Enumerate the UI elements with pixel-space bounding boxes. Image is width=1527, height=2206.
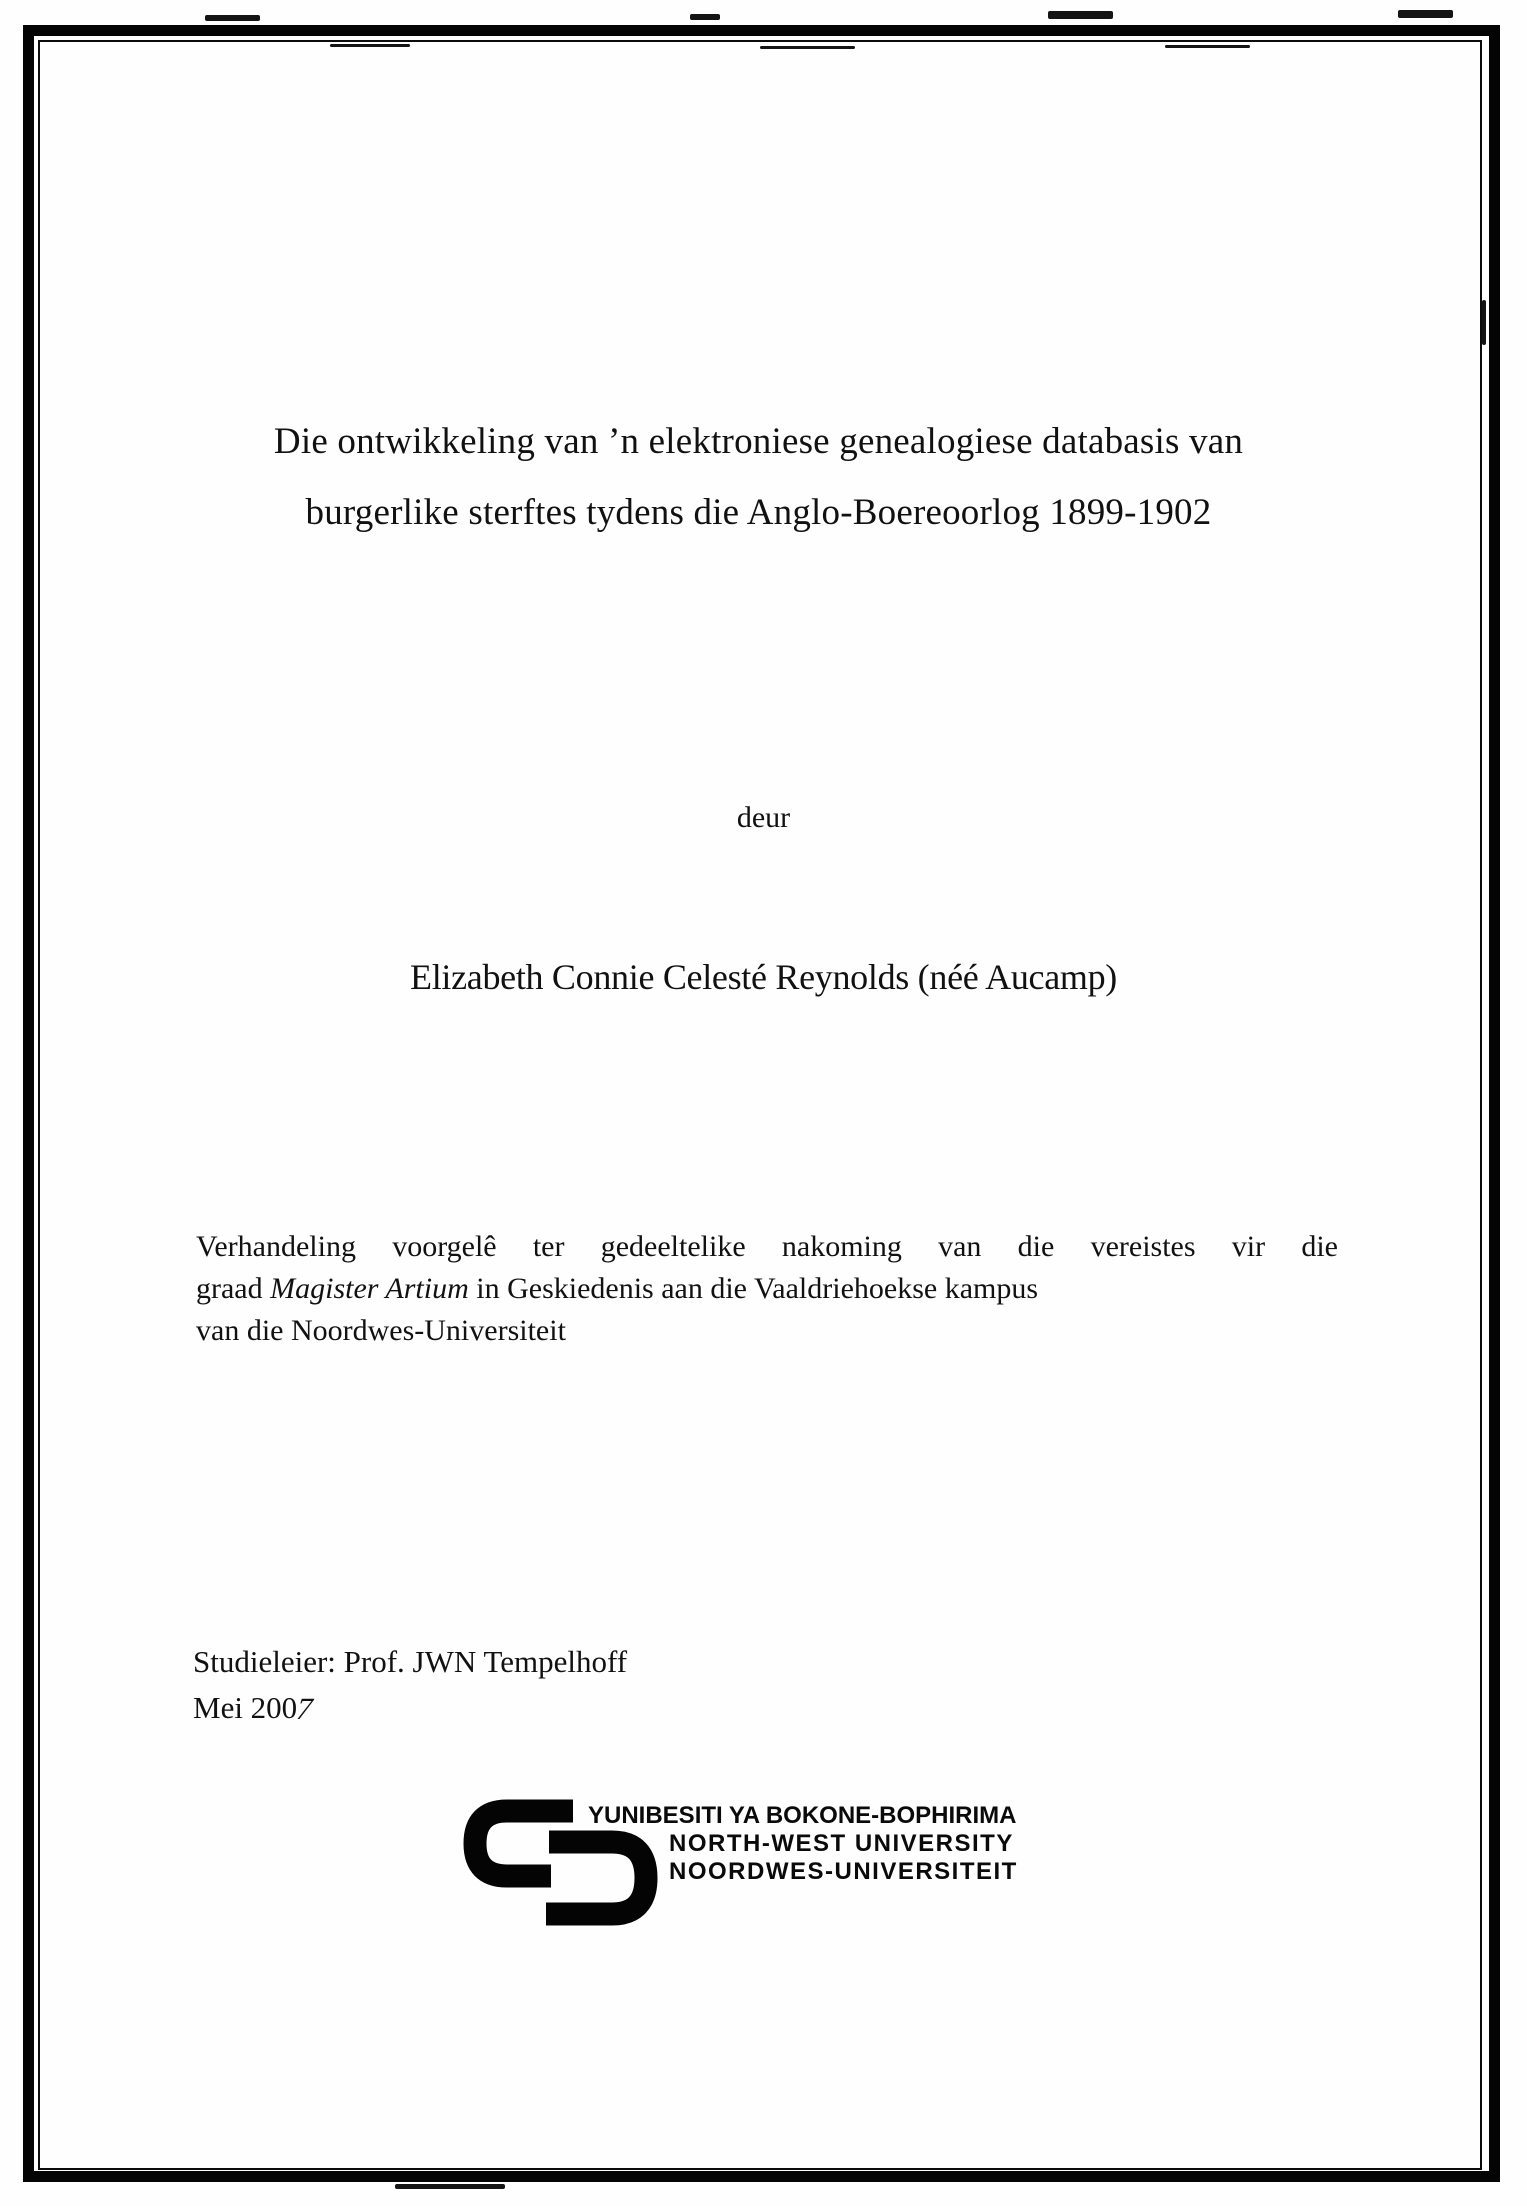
university-logo — [455, 1796, 1095, 1936]
university-logo-text — [588, 1802, 1018, 1886]
degree-statement-line1: Verhandeling voorgelê ter gedeeltelike nakoming van die vereistes vir die — [196, 1230, 1338, 1263]
degree-name-italic: Magister Artium — [270, 1272, 469, 1305]
degree-statement-line3: van die Noordwes-Universiteit — [196, 1314, 566, 1347]
supervisor-block — [193, 1639, 627, 1731]
scan-artifact — [330, 44, 410, 47]
scan-artifact — [760, 46, 855, 49]
degree-statement-line2 — [196, 1268, 1338, 1310]
date-line — [193, 1685, 627, 1731]
logo-line-afrikaans: NOORDWES-UNIVERSITEIT — [669, 1858, 1018, 1885]
scan-artifact — [395, 2184, 505, 2189]
scan-artifact — [1048, 11, 1113, 19]
thesis-title — [90, 406, 1427, 548]
degree-statement-line2-prefix: graad — [196, 1272, 271, 1305]
degree-statement — [196, 1226, 1338, 1352]
thesis-title-line2: burgerlike sterftes tydens die Anglo-Boereoorlog 1899-1902 — [305, 492, 1212, 533]
date-prefix: Mei 200 — [193, 1690, 298, 1725]
logo-line-english: NORTH-WEST UNIVERSITY — [669, 1830, 1014, 1857]
scan-artifact — [1398, 10, 1453, 18]
scan-artifact — [205, 15, 260, 21]
scan-artifact — [1482, 300, 1486, 345]
date-last-digit: 7 — [292, 1691, 318, 1726]
supervisor-line: Studieleier: Prof. JWN Tempelhoff — [193, 1644, 628, 1679]
byline-label: deur — [736, 801, 791, 834]
scan-artifact — [1165, 45, 1250, 48]
author-name: Elizabeth Connie Celesté Reynolds (néé Aucamp) — [410, 957, 1117, 997]
scan-artifact — [690, 14, 720, 20]
thesis-title-line1: Die ontwikkeling van ’n elektroniese genealogiese databasis van — [273, 421, 1244, 462]
logo-line-setswana: YUNIBESITI YA BOKONE-BOPHIRIMA — [588, 1802, 1017, 1829]
degree-statement-line2-suffix: in Geskiedenis aan die Vaaldriehoekse kampus — [468, 1272, 1039, 1305]
